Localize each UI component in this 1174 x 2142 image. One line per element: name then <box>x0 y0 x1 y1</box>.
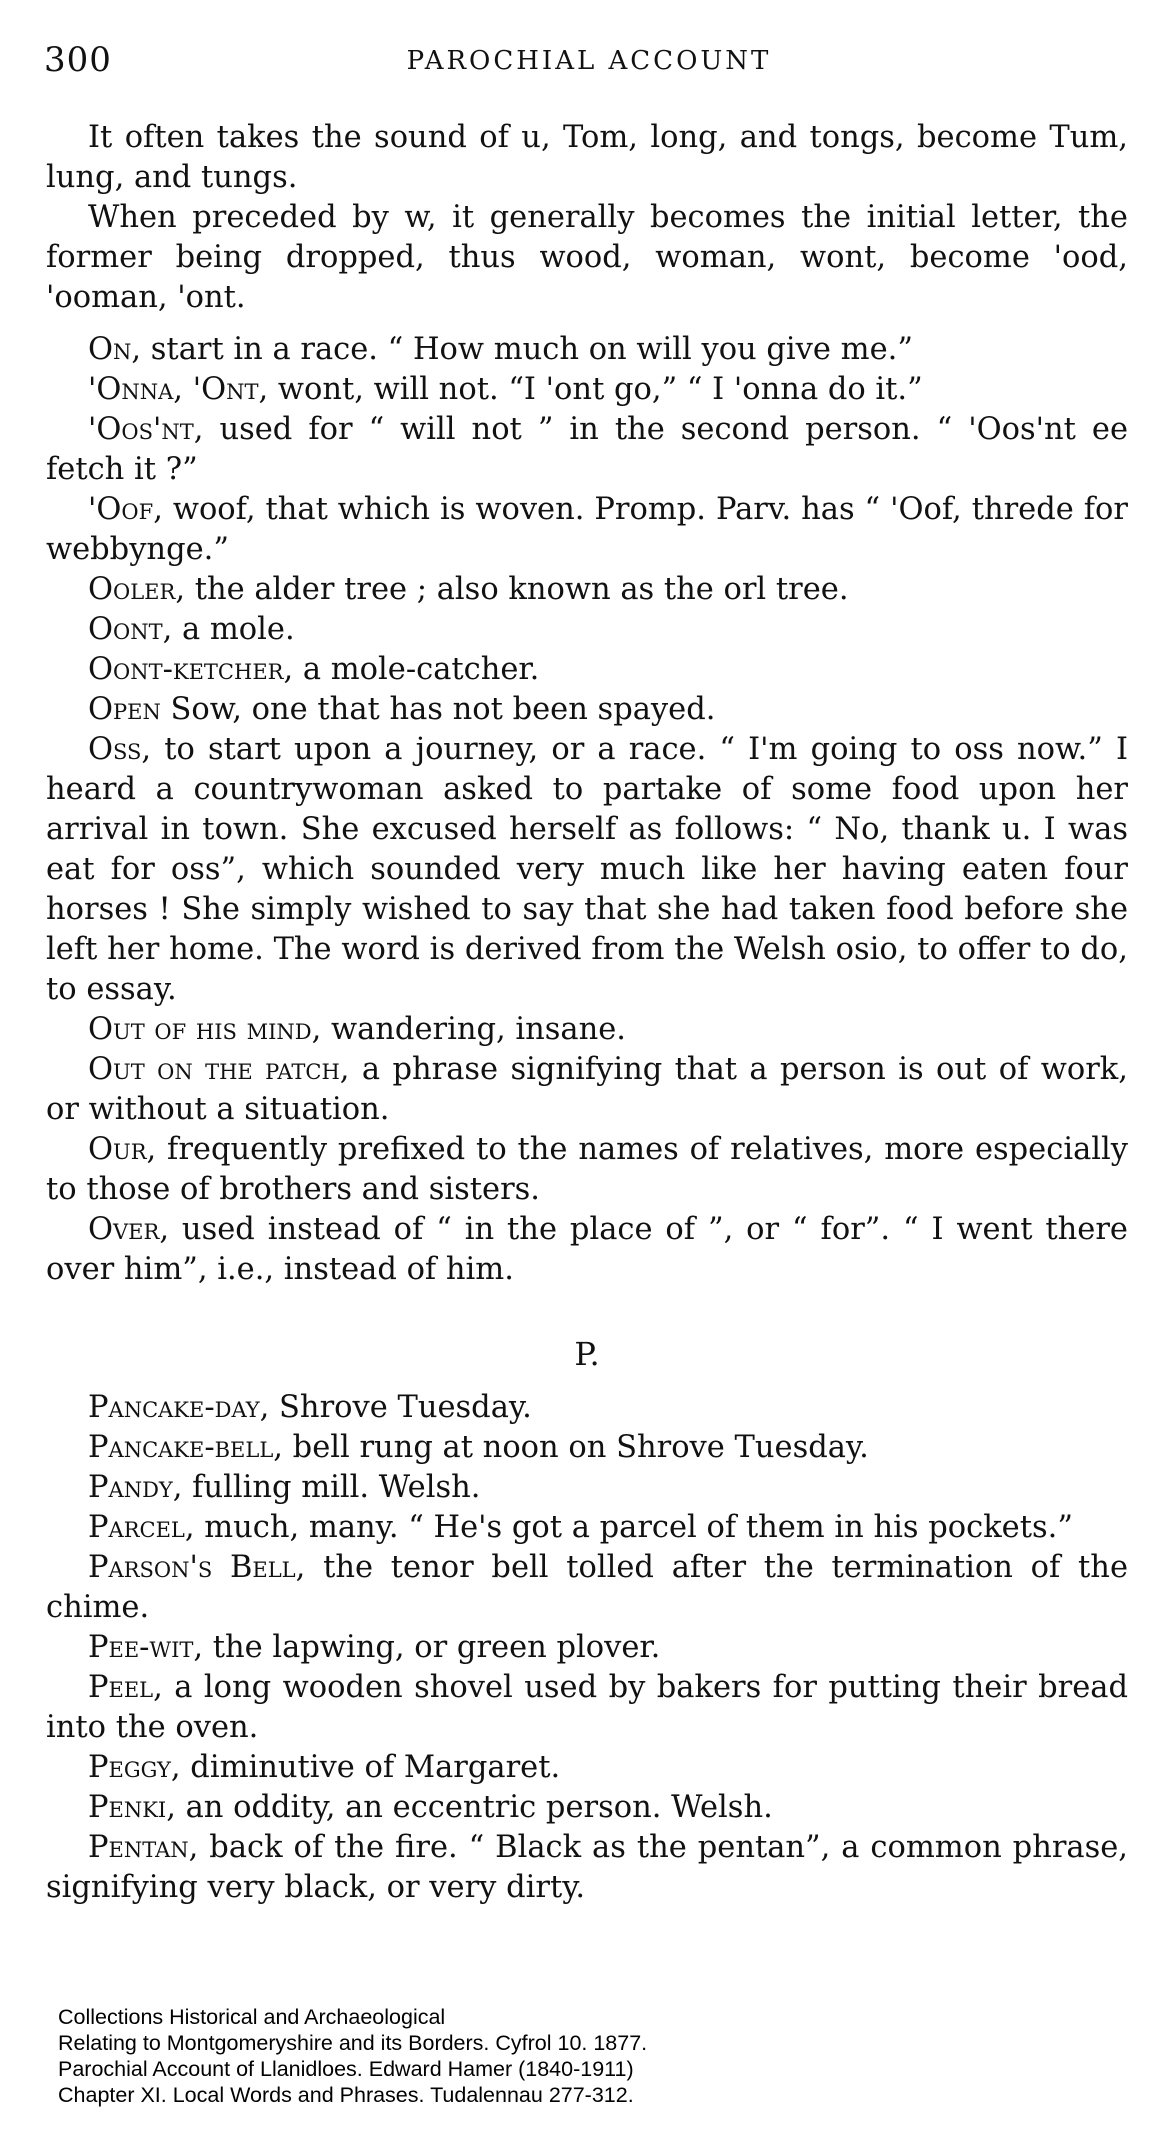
entry-definition: , back of the fire. “ Black as the pentan”, a common phrase, signifying very black, or very dirty. <box>46 1830 1128 1905</box>
paragraph: It often takes the sound of u, Tom, long, and tongs, become Tum, lung, and tungs. <box>46 120 1128 195</box>
entry-definition: , to start upon a journey, or a race. “ I'm going to oss now.” I heard a countrywoman asked to partake of some food upon her arrival in town. She excused herself as follows: “ No, thank u. I was eat for oss”, which sounded very much like her having eaten four horses ! She simply wished to say that she had taken food before she left her home. The word is derived from the Welsh osio, to offer to do, to essay. <box>46 732 1128 1007</box>
entry-headword: Pancake-day <box>88 1390 260 1425</box>
entry-headword: Out of his mind <box>88 1012 312 1047</box>
paragraph: When preceded by w, it generally becomes the initial letter, the former being dropped, thus wood, woman, wont, become 'ood, 'ooman, 'ont. <box>46 200 1128 315</box>
dictionary-entry <box>46 1428 1128 1468</box>
entry-headword: Over <box>88 1212 160 1247</box>
entry-headword: Peel <box>88 1670 154 1705</box>
entry-definition: , wandering, insane. <box>311 1012 627 1047</box>
entry-definition: , a phrase signifying that a person is out of work, or without a situation. <box>46 1052 1128 1127</box>
entry-headword: Ooler <box>88 572 176 607</box>
caption-line: Parochial Account of Llanidloes. Edward Hamer (1840-1911) <box>58 2057 634 2081</box>
page-header <box>44 40 1134 84</box>
dictionary-entry <box>46 1508 1128 1548</box>
entry-definition: , a mole-catcher. <box>283 652 540 687</box>
entry-headword: Peggy <box>88 1750 171 1785</box>
dictionary-entry <box>46 730 1128 1010</box>
dictionary-entry <box>46 1210 1128 1290</box>
entry-definition: , a long wooden shovel used by bakers for putting their bread into the oven. <box>46 1670 1128 1745</box>
dictionary-entry <box>46 1010 1128 1050</box>
dictionary-entry <box>46 570 1128 610</box>
caption-line: Relating to Montgomeryshire and its Borders. Cyfrol 10. 1877. <box>58 2031 648 2055</box>
entry-definition: , the lapwing, or green plover. <box>193 1630 661 1665</box>
entry-definition: , Shrove Tuesday. <box>259 1390 532 1425</box>
entry-definition: Sow, one that has not been spayed. <box>160 692 716 727</box>
entry-definition: , an oddity, an eccentric person. Welsh. <box>166 1790 773 1825</box>
page-number: 300 <box>44 40 112 80</box>
dictionary-entry <box>46 1828 1128 1908</box>
dictionary-entry <box>46 1548 1128 1628</box>
dictionary-entry <box>46 610 1128 650</box>
entry-headword: On <box>88 332 132 367</box>
entry-definition: , fulling mill. Welsh. <box>172 1470 481 1505</box>
caption-line: Collections Historical and Archaeological <box>58 2005 446 2029</box>
dictionary-entry <box>46 330 1128 370</box>
entry-headword: Pentan <box>88 1830 189 1865</box>
entry-headword: Our <box>88 1132 147 1167</box>
entry-definition: , used for “ will not ” in the second person. “ 'Oos'nt ee fetch it ?” <box>46 412 1128 487</box>
dictionary-entry <box>46 650 1128 690</box>
entry-headword: Open <box>88 692 161 727</box>
dictionary-entry <box>46 1050 1128 1130</box>
entry-definition: , diminutive of Margaret. <box>170 1750 561 1785</box>
entry-definition: , used instead of “ in the place of ”, or “ for”. “ I went there over him”, i.e., instead of him. <box>46 1212 1128 1287</box>
entry-headword: 'Oof <box>88 492 154 527</box>
entry-headword: 'Onna, 'Ont <box>88 372 259 407</box>
entry-definition: , bell rung at noon on Shrove Tuesday. <box>273 1430 869 1465</box>
running-head: PAROCHIAL ACCOUNT <box>406 46 772 76</box>
section-heading: P. <box>574 1335 600 1373</box>
dictionary-entry <box>46 1130 1128 1210</box>
dictionary-entry <box>46 1468 1128 1508</box>
page-body <box>46 118 1128 1908</box>
entry-headword: Oont <box>88 612 163 647</box>
entry-headword: Out on the patch <box>88 1052 340 1087</box>
dictionary-entry <box>46 1388 1128 1428</box>
dictionary-entry <box>46 490 1128 570</box>
dictionary-entry <box>46 1748 1128 1788</box>
entry-headword: Pee-wit <box>88 1630 194 1665</box>
entry-headword: Penki <box>88 1790 167 1825</box>
dictionary-entry <box>46 690 1128 730</box>
entry-headword: Parson's Bell <box>88 1550 296 1585</box>
entry-headword: Pandy <box>88 1470 173 1505</box>
caption-line: Chapter XI. Local Words and Phrases. Tudalennau 277-312. <box>58 2083 634 2107</box>
entry-headword: 'Oos'nt <box>88 412 194 447</box>
entry-definition: , the alder tree ; also known as the orl tree. <box>175 572 849 607</box>
entry-definition: , much, many. “ He's got a parcel of them in his pockets.” <box>184 1510 1073 1545</box>
entry-definition: , a mole. <box>162 612 295 647</box>
entry-definition: , start in a race. “ How much on will you give me.” <box>131 332 913 367</box>
entry-definition: , woof, that which is woven. Promp. Parv. has “ 'Oof, threde for webbynge.” <box>46 492 1128 567</box>
dictionary-entry <box>46 1788 1128 1828</box>
dictionary-entry <box>46 1628 1128 1668</box>
entry-definition: , frequently prefixed to the names of relatives, more especially to those of brothers and sisters. <box>46 1132 1128 1207</box>
dictionary-entry <box>46 410 1128 490</box>
entry-definition: , the tenor bell tolled after the termination of the chime. <box>46 1550 1128 1625</box>
dictionary-entry <box>46 370 1128 410</box>
entry-headword: Oss <box>88 732 142 767</box>
entry-definition: , wont, will not. “I 'ont go,” “ I 'onna do it.” <box>258 372 923 407</box>
entry-headword: Parcel <box>88 1510 185 1545</box>
dictionary-entry <box>46 1668 1128 1748</box>
entry-headword: Pancake-bell <box>88 1430 274 1465</box>
source-caption <box>58 2004 647 2108</box>
entry-headword: Oont-ketcher <box>88 652 284 687</box>
